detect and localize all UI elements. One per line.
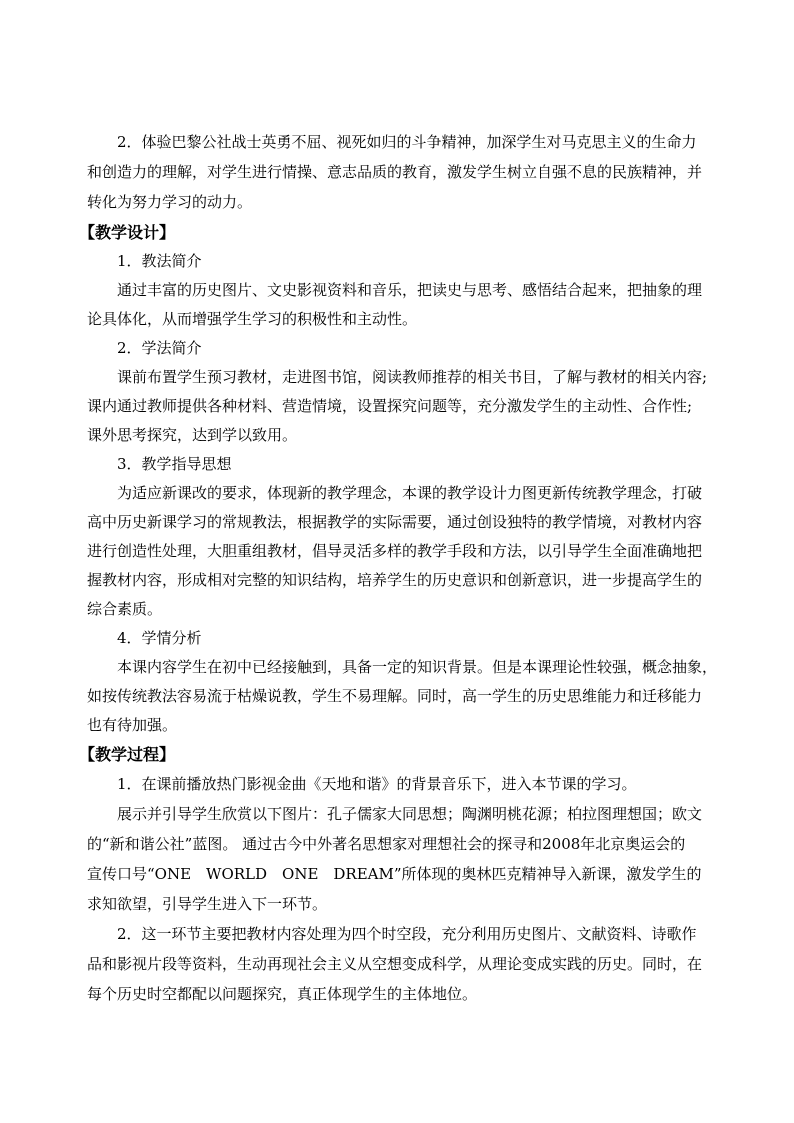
process-step-1-body-line-1: 展示并引导学生欣赏以下图片：孔子儒家大同思想；陶渊明桃花源；柏拉图理想国；欧文 <box>87 805 703 823</box>
subheading-learning-method: 2．学法简介 <box>87 339 202 357</box>
teaching-method-line-2: 论具体化，从而增强学生学习的积极性和主动性。 <box>87 310 418 328</box>
learning-method-line-1: 课前布置学生预习教材，走进图书馆，阅读教师推荐的相关书目，了解与教材的相关内容; <box>87 368 708 386</box>
teaching-method-line-1: 通过丰富的历史图片、文史影视资料和音乐，把读史与思考、感悟结合起来，把抽象的理 <box>87 281 703 299</box>
process-step-1-body-line-2: 的“新和谐公社”蓝图。 通过古今中外著名思想家对理想社会的探寻和2008年北京奥运会的 <box>87 835 686 853</box>
subheading-student-analysis: 4．学情分析 <box>87 629 202 647</box>
student-analysis-line-3: 也有待加强。 <box>87 716 178 734</box>
subheading-guiding-idea: 3．教学指导思想 <box>87 455 232 473</box>
guiding-idea-line-4: 握教材内容，形成相对完整的知识结构，培养学生的历史意识和创新意识，进一步提高学生的 <box>87 571 703 589</box>
guiding-idea-line-2: 高中历史新课学习的常规教法，根据教学的实际需要，通过创设独特的教学情境，对教材内容 <box>87 513 703 531</box>
heading-teaching-process: 【教学过程】 <box>79 745 176 764</box>
student-analysis-line-2: 如按传统教法容易流于枯燥说教，学生不易理解。同时，高一学生的历史思维能力和迁移能力 <box>87 687 703 705</box>
process-step-1-body-line-3: 宣传口号“ONE WORLD ONE DREAM”所体现的奥林匹克精神导入新课，激发学生的 <box>87 865 702 883</box>
learning-method-line-2: 课内通过教师提供各种材料、营造情境，设置探究问题等，充分激发学生的主动性、合作性; <box>87 397 693 415</box>
heading-teaching-design: 【教学设计】 <box>79 223 176 242</box>
guiding-idea-line-3: 进行创造性处理，大胆重组教材，倡导灵活多样的教学手段和方法，以引导学生全面准确地把 <box>87 542 703 560</box>
guiding-idea-line-5: 综合素质。 <box>87 600 163 618</box>
process-step-1-body-line-4: 求知欲望，引导学生进入下一环节。 <box>87 895 328 913</box>
process-step-1: 1．在课前播放热门影视金曲《天地和谐》的背景音乐下，进入本节课的学习。 <box>87 775 637 793</box>
process-step-2-line-1: 2．这一环节主要把教材内容处理为四个时空段，充分利用历史图片、文献资料、诗歌作 <box>87 925 697 943</box>
process-step-2-line-2: 品和影视片段等资料，生动再现社会主义从空想变成科学，从理论变成实践的历史。同时，在 <box>87 955 703 973</box>
paragraph-goal-2-line-1: 2．体验巴黎公社战士英勇不屈、视死如归的斗争精神，加深学生对马克思主义的生命力 <box>87 133 697 151</box>
paragraph-goal-2-line-2: 和创造力的理解，对学生进行情操、意志品质的教育，激发学生树立自强不息的民族精神，并 <box>87 163 703 181</box>
subheading-teaching-method: 1．教法简介 <box>87 252 202 270</box>
learning-method-line-3: 课外思考探究，达到学以致用。 <box>87 426 298 444</box>
paragraph-goal-2-line-3: 转化为努力学习的动力。 <box>87 193 253 211</box>
process-step-2-line-3: 每个历史时空都配以问题探究，真正体现学生的主体地位。 <box>87 985 478 1003</box>
student-analysis-line-1: 本课内容学生在初中已经接触到，具备一定的知识背景。但是本课理论性较强，概念抽象， <box>87 658 718 676</box>
guiding-idea-line-1: 为适应新课改的要求，体现新的教学理念，本课的教学设计力图更新传统教学理念，打破 <box>87 484 703 502</box>
